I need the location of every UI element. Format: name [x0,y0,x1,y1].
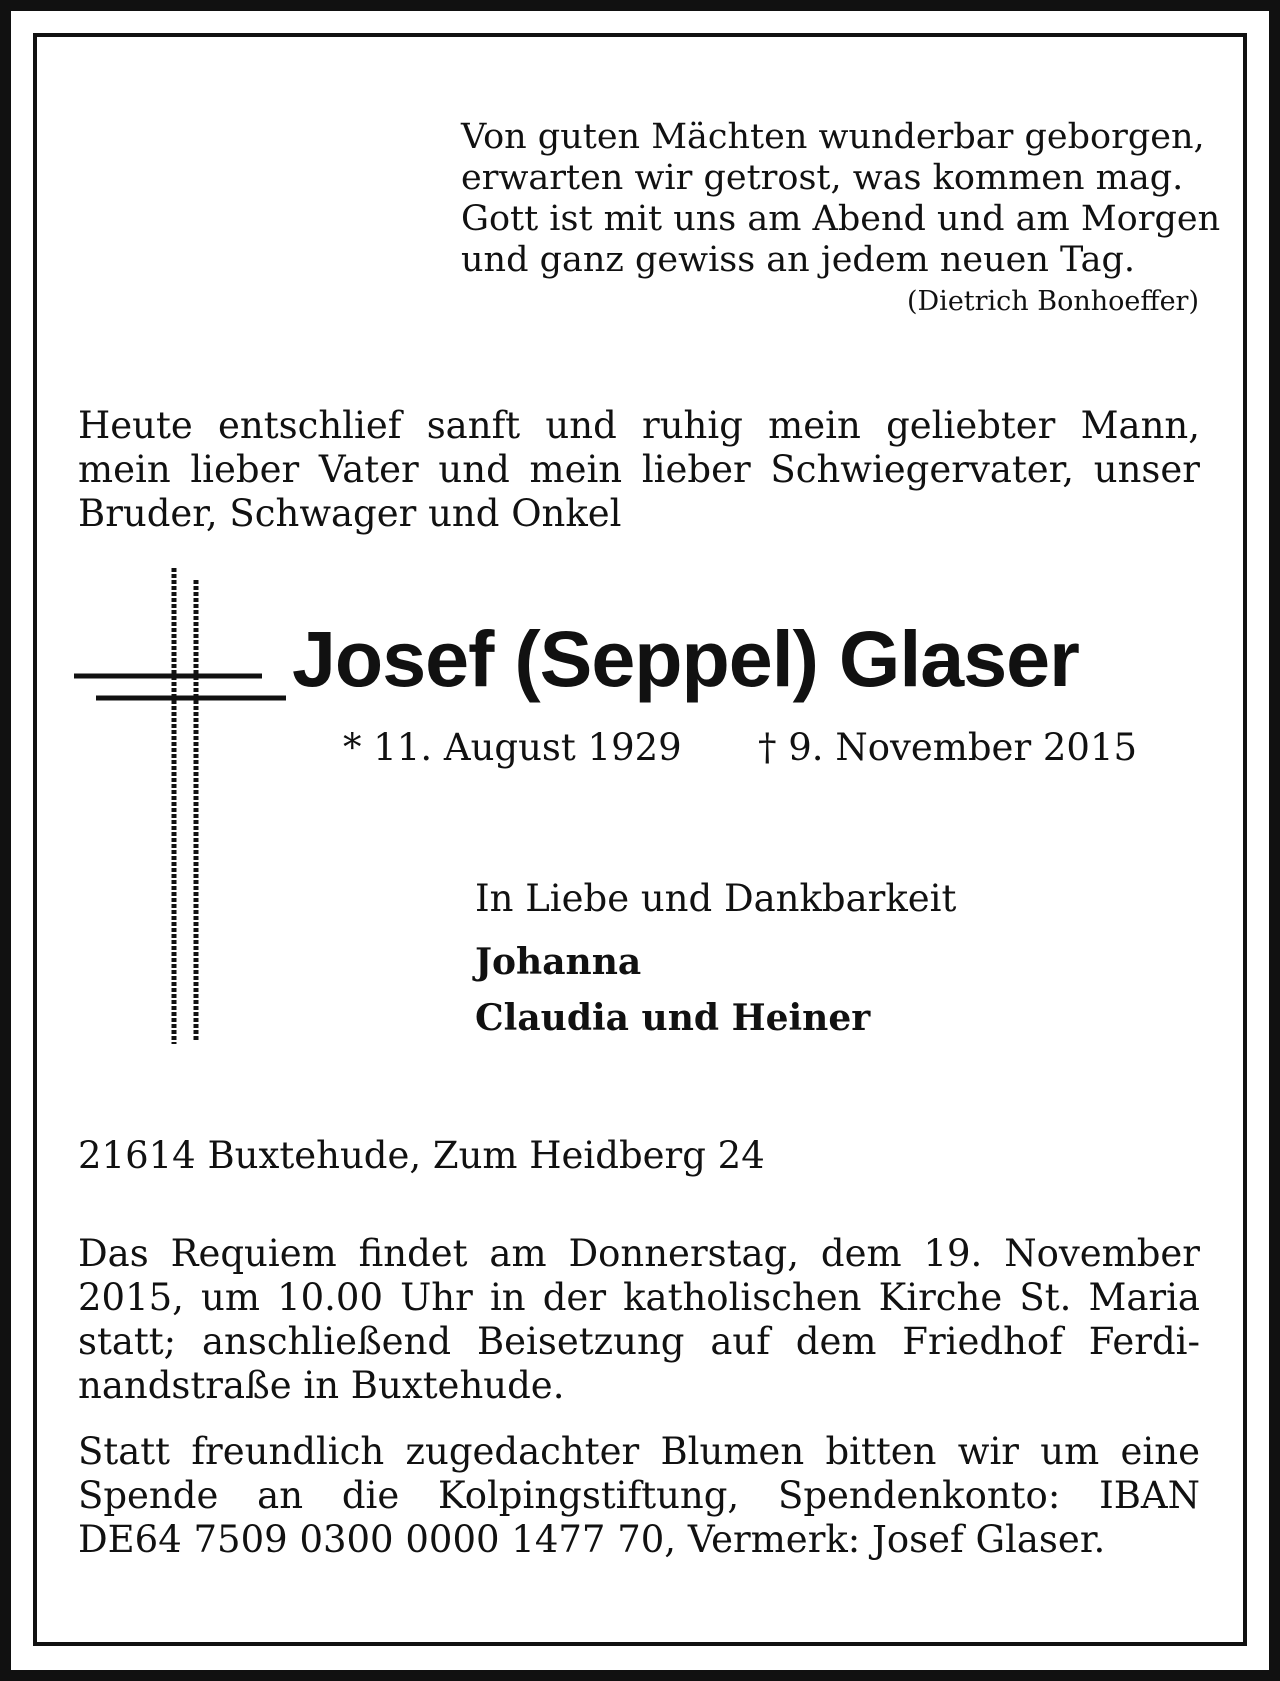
donation-line: Statt freundlich zugedachter Blumen bitten wir um eine [78,1430,1200,1473]
bonhoeffer-quote [461,117,1221,319]
requiem-line: Das Requiem findet am Donnerstag, dem 19. November [78,1232,1200,1275]
quote-line: erwarten wir getrost, was kommen mag. [461,158,1184,198]
death-date: † 9. November 2015 [758,726,1138,769]
requiem-line: nandstraße in Buxtehude. [78,1364,565,1407]
donation-paragraph [78,1430,1200,1562]
mourners-phrase: In Liebe und Dankbarkeit [475,877,957,920]
intro-line: mein lieber Vater und mein lieber Schwiegervater, unser [78,448,1200,491]
intro-line: Heute entschlief sanft und ruhig mein geliebter Mann, [78,404,1200,447]
quote-line: Von guten Mächten wunderbar geborgen, [461,117,1205,157]
donation-line: DE64 7509 0300 0000 1477 70, Vermerk: Josef Glaser. [78,1518,1106,1561]
birth-date: * 11. August 1929 [343,726,682,769]
cross-icon [72,566,292,1046]
mourner-name: Claudia und Heiner [475,997,871,1039]
mourner-name: Johanna [475,941,642,983]
deceased-name: Josef (Seppel) Glaser [292,614,1079,703]
donation-line: Spende an die Kolpingstiftung, Spendenkonto: IBAN [78,1474,1200,1517]
requiem-line: 2015, um 10.00 Uhr in der katholischen Kirche St. Maria [78,1276,1200,1319]
quote-line: Gott ist mit uns am Abend und am Morgen [461,199,1221,239]
requiem-paragraph [78,1232,1200,1408]
quote-source: (Dietrich Bonhoeffer) [907,286,1199,317]
requiem-line: statt; anschließend Beisetzung auf dem Friedhof Ferdi- [78,1320,1200,1363]
family-address: 21614 Buxtehude, Zum Heidberg 24 [78,1134,765,1177]
quote-line: und ganz gewiss an jedem neuen Tag. [461,240,1136,280]
intro-text [78,404,1200,536]
intro-line: Bruder, Schwager und Onkel [78,492,622,535]
